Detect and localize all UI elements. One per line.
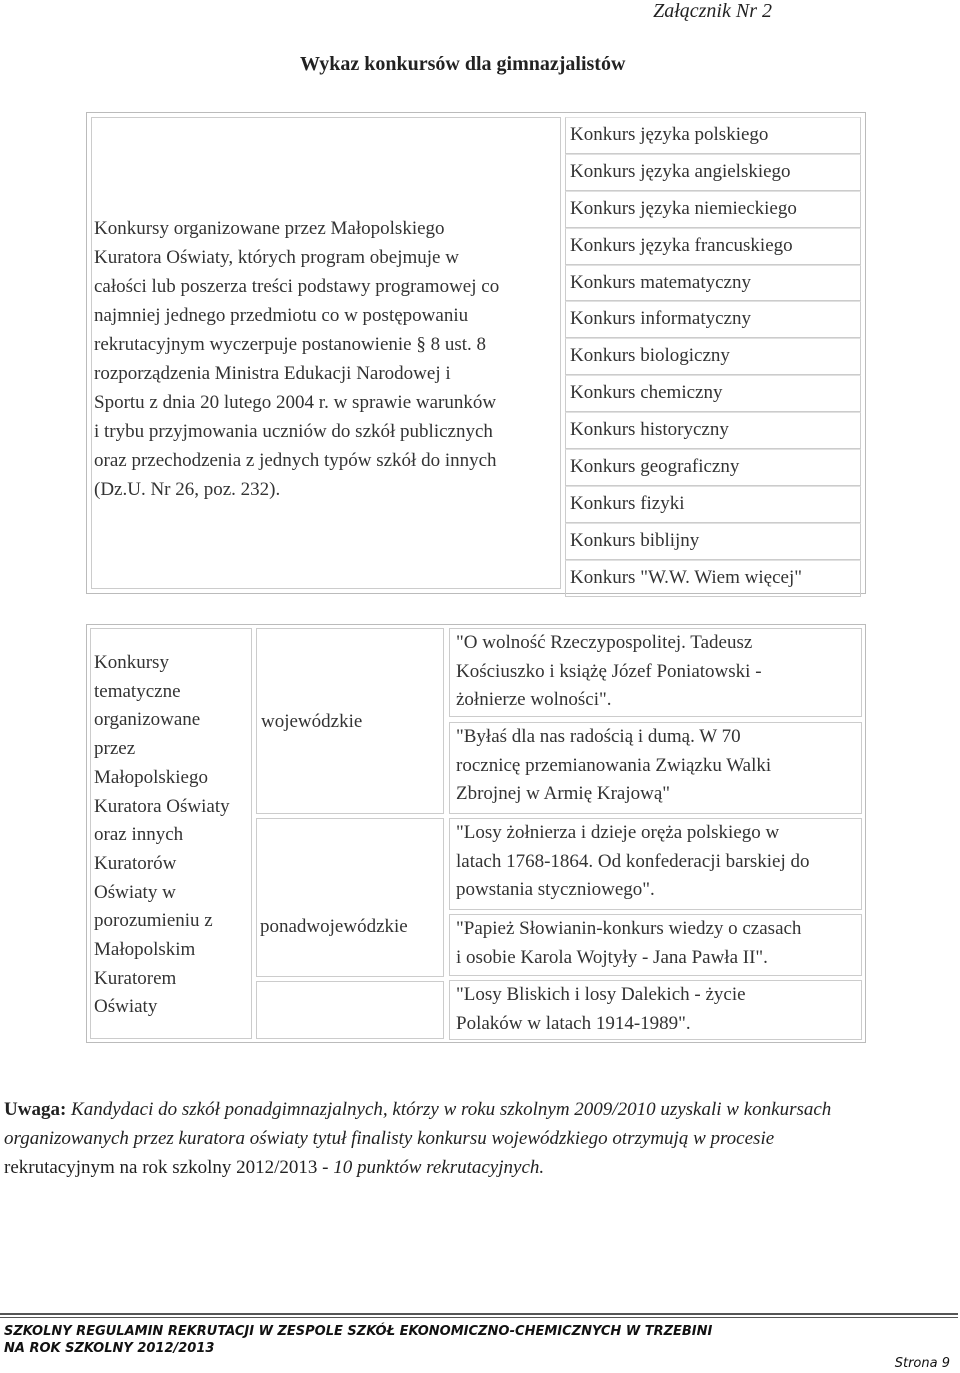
subject-description-cell: [91, 117, 561, 589]
level-cell-voivodeship: [256, 628, 444, 814]
annex-label: Załącznik Nr 2: [653, 0, 772, 22]
description-line: Małopolskiego: [94, 766, 208, 788]
description-line: Kuratorem: [94, 967, 177, 989]
contest-item: Konkurs biologiczny: [565, 338, 861, 375]
description-line: Oświaty w: [94, 881, 176, 903]
contest-item: Konkurs matematyczny: [565, 265, 861, 302]
theme-item: [449, 980, 862, 1040]
theme-line: Zbrojnej w Armię Krajową": [456, 783, 671, 805]
footer-divider: [0, 1313, 958, 1315]
footer: [4, 1323, 712, 1357]
contest-item: Konkurs fizyki: [565, 486, 861, 523]
footer-line: SZKOLNY REGULAMIN REKRUTACJI W ZESPOLE SZKÓŁ EKONOMICZNO-CHEMICZNYCH W TRZEBINI: [4, 1324, 713, 1339]
level-cell-supra: [256, 981, 444, 1039]
description-line: Sportu z dnia 20 lutego 2004 r. w sprawie warunków: [94, 392, 497, 413]
contest-item: Konkurs historyczny: [565, 412, 861, 449]
theme-line: Polaków w latach 1914-1989".: [456, 1012, 691, 1034]
contests-table-subject: [86, 112, 866, 594]
description-line: porozumieniu z: [94, 910, 213, 932]
description-line: i trybu przyjmowania uczniów do szkół publicznych: [94, 421, 493, 442]
note-text: organizowanych przez kuratora oświaty tytuł finalisty konkursu wojewódzkiego otrzymują w procesie: [4, 1128, 775, 1149]
theme-line: "O wolność Rzeczypospolitej. Tadeusz: [456, 632, 753, 653]
theme-line: "Losy Bliskich i losy Dalekich - życie: [456, 984, 746, 1005]
thematic-description-cell: [90, 628, 252, 1039]
theme-line: Kościuszko i książę Józef Poniatowski -: [456, 660, 762, 682]
footer-line: NA ROK SZKOLNY 2012/2013: [4, 1341, 215, 1356]
description-line: całości lub poszerza treści podstawy programowej co: [94, 276, 500, 297]
description-line: Kuratorów: [94, 852, 177, 874]
note-text-points: 10 punktów rekrutacyjnych.: [333, 1157, 545, 1178]
level-supra: ponadwojewódzkie: [260, 916, 408, 937]
contests-table-thematic: [86, 624, 866, 1043]
theme-item: [449, 818, 862, 910]
level-voivodeship: wojewódzkie: [261, 711, 363, 732]
subject-description: [94, 214, 560, 504]
theme-item: [449, 914, 862, 976]
theme-line: rocznicę przemianowania Związku Walki: [456, 754, 772, 776]
theme-line: powstania styczniowego".: [456, 879, 655, 901]
theme-line: i osobie Karola Wojtyły - Jana Pawła II".: [456, 946, 768, 968]
note-label: Uwaga:: [4, 1099, 67, 1120]
level-cell-empty: [256, 818, 444, 977]
description-line: oraz innych: [94, 824, 184, 846]
theme-line: latach 1768-1864. Od konfederacji barskiej do: [456, 850, 810, 872]
contest-item: Konkurs geograficzny: [565, 449, 861, 486]
description-line: przez: [94, 738, 136, 760]
contest-item: Konkurs informatyczny: [565, 301, 861, 338]
description-line: Kuratora Oświaty, których program obejmuje w: [94, 247, 459, 268]
themes-column: [449, 628, 862, 1039]
contest-item: Konkurs biblijny: [565, 523, 861, 560]
theme-line: żołnierze wolności".: [456, 689, 612, 711]
note-text: rekrutacyjnym na rok szkolny 2012/2013 -: [4, 1157, 334, 1178]
theme-line: "Papież Słowianin-konkurs wiedzy o czasach: [456, 918, 802, 939]
contest-item: Konkurs chemiczny: [565, 375, 861, 412]
contest-item: Konkurs języka francuskiego: [565, 228, 861, 265]
description-line: Konkursy organizowane przez Małopolskiego: [94, 218, 445, 239]
contest-item: Konkurs "W.W. Wiem więcej": [565, 560, 861, 597]
description-line: Oświaty: [94, 996, 158, 1018]
note-paragraph: [4, 1095, 956, 1182]
theme-item: [449, 722, 862, 814]
description-line: Kuratora Oświaty: [94, 795, 230, 817]
thematic-description: [94, 649, 230, 1022]
page-title: Wykaz konkursów dla gimnazjalistów: [300, 53, 626, 75]
footer-divider-thin: [0, 1317, 958, 1318]
description-line: Konkursy: [94, 652, 169, 673]
contest-list: [565, 117, 861, 589]
description-line: oraz przechodzenia z jednych typów szkół do innych: [94, 450, 497, 471]
theme-item: [449, 628, 862, 717]
description-line: najmniej jednego przedmiotu co w postępowaniu: [94, 305, 469, 326]
contest-item: Konkurs języka angielskiego: [565, 154, 861, 191]
theme-line: "Losy żołnierza i dzieje oręża polskiego w: [456, 822, 780, 843]
description-line: Małopolskim: [94, 939, 196, 961]
contest-item: Konkurs języka polskiego: [565, 117, 861, 154]
description-line: rozporządzenia Ministra Edukacji Narodowej i: [94, 363, 451, 384]
theme-line: "Byłaś dla nas radością i dumą. W 70: [456, 726, 741, 747]
description-line: tematyczne: [94, 680, 181, 702]
page-number: Strona 9: [894, 1356, 950, 1371]
contest-item: Konkurs języka niemieckiego: [565, 191, 861, 228]
description-line: rekrutacyjnym wyczerpuje postanowienie § 8 ust. 8: [94, 334, 487, 355]
description-line: organizowane: [94, 709, 201, 731]
description-line: (Dz.U. Nr 26, poz. 232).: [94, 479, 281, 500]
note-text: Kandydaci do szkół ponadgimnazjalnych, którzy w roku szkolnym 2009/2010 uzyskali w konkursach: [71, 1099, 832, 1120]
